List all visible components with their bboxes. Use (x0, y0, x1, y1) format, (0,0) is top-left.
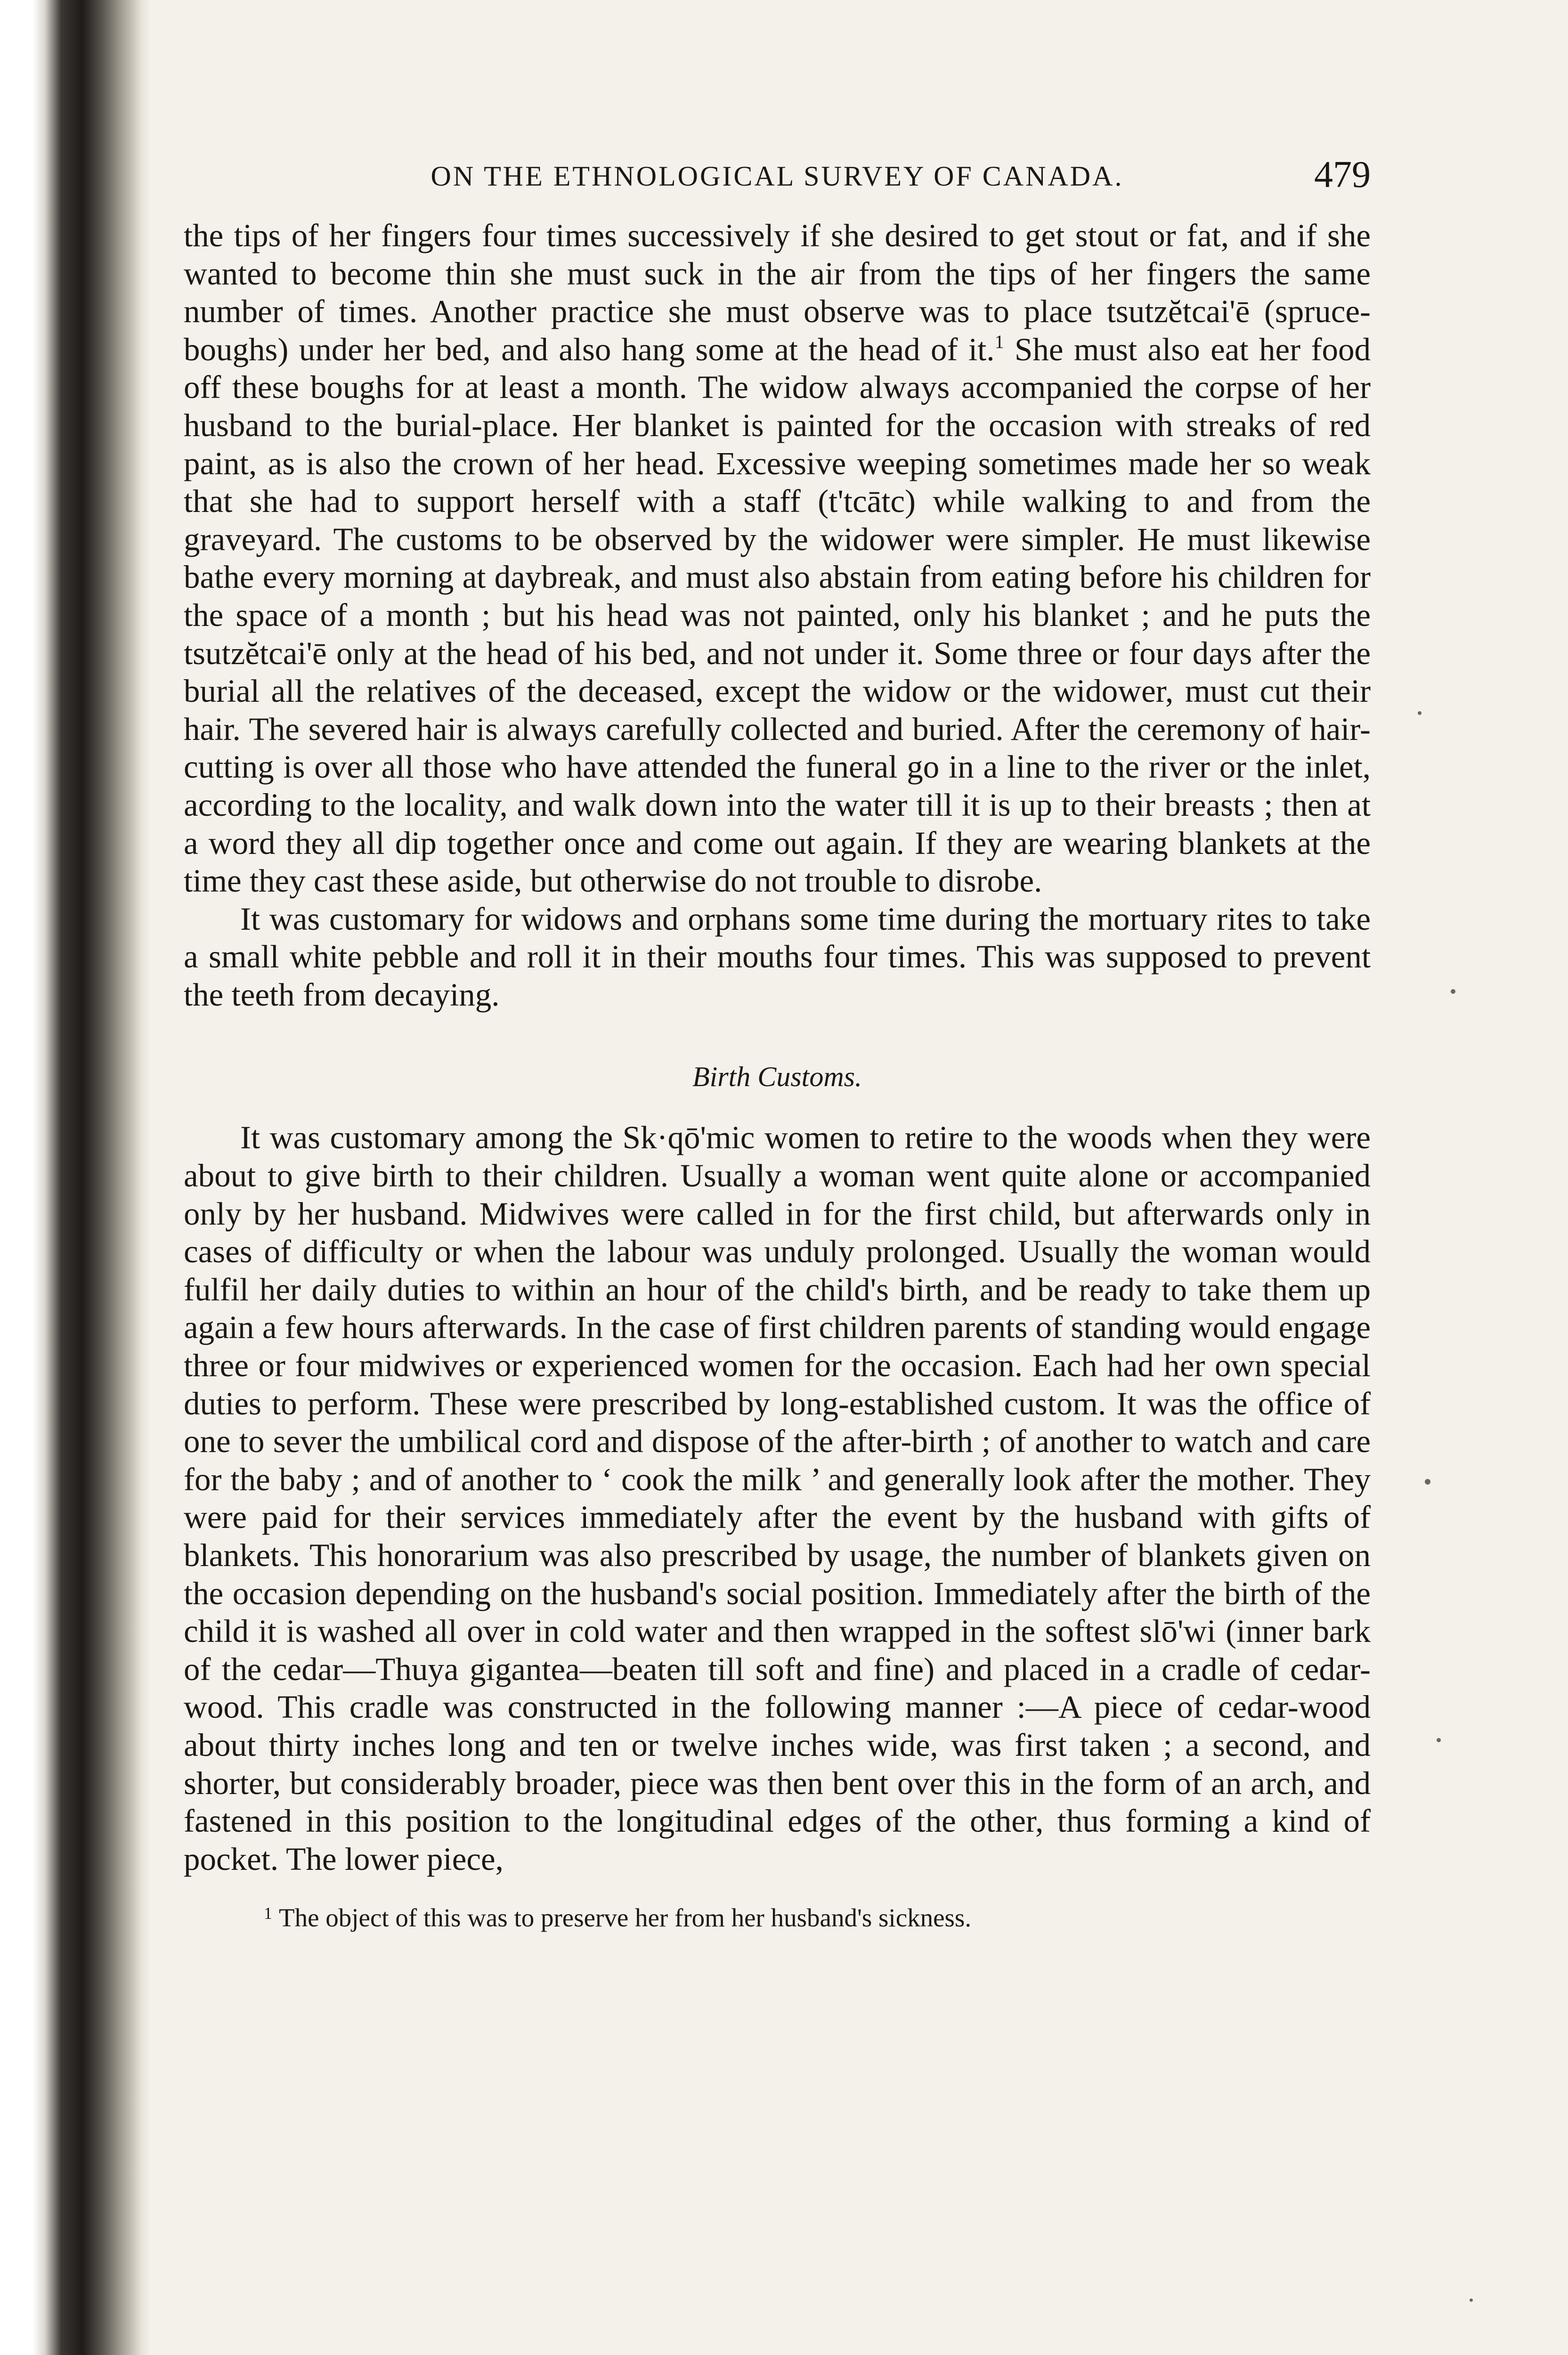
print-speck (1418, 711, 1422, 715)
footnote-text: The object of this was to preserve her from her husband's sickness. (279, 1903, 972, 1933)
paragraph-text-continuation: She must also eat her food off these boughs for at least a month. The widow always accompanied the corpse of her husband to the burial-place. Her blanket is painted for the occasion with streaks of red paint, as is also the crown of her head. Excessive weeping sometimes made her so weak that she had to support herself with a staff (t'tcātc) while walking to and from the graveyard. The customs to be observed by the widower were simpler. He must likewise bathe every morning at daybreak, and must also abstain from eating before his children for the space of a month ; but his head was not painted, only his blanket ; and he puts the tsutzĕtcai'ē only at the head of his bed, and not under it. Some three or four days after the burial all the relatives of the deceased, except the widow or the widower, must cut their hair. The severed hair is always carefully collected and buried. After the ceremony of hair-cutting is over all those who have attended the funeral go in a line to the river or the inlet, according to the locality, and walk down into the water till it is up to their breasts ; then at a word they all dip together once and come out again. If they are wearing blankets at the time they cast these aside, but otherwise do not trouble to disrobe. (184, 331, 1371, 899)
print-speck (1451, 989, 1455, 994)
paragraph-birth-customs: It was customary among the Sk·qō'mic women to retire to the woods when they were about to give birth to their children. Usually a woman went quite alone or accompanied only by her husband. Midwives were called in for the first child, but afterwards only in cases of difficulty or when the labour was unduly prolonged. Usually the woman would fulfil her daily duties to within an hour of the child's birth, and be ready to take them up again a few hours afterwards. In the case of first children parents of standing would engage three or four midwives or experienced women for the occasion. Each had her own special duties to perform. These were prescribed by long-established custom. It was the office of one to sever the umbilical cord and dispose of the after-birth ; of another to watch and care for the baby ; and of another to ‘ cook the milk ’ and generally look after the mother. They were paid for their services immediately after the event by the husband with gifts of blankets. This honorarium was also prescribed by usage, the number of blankets given on the occasion depending on the husband's social position. Immediately after the birth of the child it is washed all over in cold water and then wrapped in the softest slō'wi (inner bark of the cedar—Thuya gigantea—beaten till soft and fine) and placed in a cradle of cedar-wood. This cradle was constructed in the following manner :—A piece of cedar-wood about thirty inches long and ten or twelve inches wide, was first taken ; a second, and shorter, but considerably broader, piece was then bent over this in the form of an arch, and fastened in this position to the longitudinal edges of the other, thus forming a kind of pocket. The lower piece, (184, 1120, 1371, 1877)
running-title: ON THE ETHNOLOGICAL SURVEY OF CANADA. (431, 161, 1124, 192)
running-head (184, 154, 1371, 217)
paragraph-pebble-custom: It was customary for widows and orphans some time during the mortuary rites to take a small white pebble and roll it in their mouths four times. This was supposed to prevent the teeth from decaying. (184, 901, 1371, 1013)
paragraph-text: the tips of her fingers four times successively if she desired to get stout or fat, and if she wanted to become thin she must suck in the air from the tips of her fingers the same number of times. Another practice she must observe was to place tsutzĕtcai'ē (spruce-boughs) under her bed, and also hang some at the head of it. (184, 218, 1371, 367)
page-number: 479 (1314, 154, 1371, 195)
print-speck (1470, 2298, 1473, 2302)
binding-edge-shadow (0, 0, 151, 2355)
book-page (184, 154, 1371, 1934)
body-text (184, 217, 1371, 1878)
print-speck (1425, 1479, 1430, 1485)
section-heading-birth-customs: Birth Customs. (692, 1061, 862, 1093)
footnote-reference: 1 (994, 331, 1004, 352)
print-speck (1437, 1738, 1441, 1742)
paragraph-mourning-continued (184, 217, 1371, 900)
footnote-marker: 1 (264, 1904, 272, 1923)
footnote (184, 1897, 1371, 1934)
